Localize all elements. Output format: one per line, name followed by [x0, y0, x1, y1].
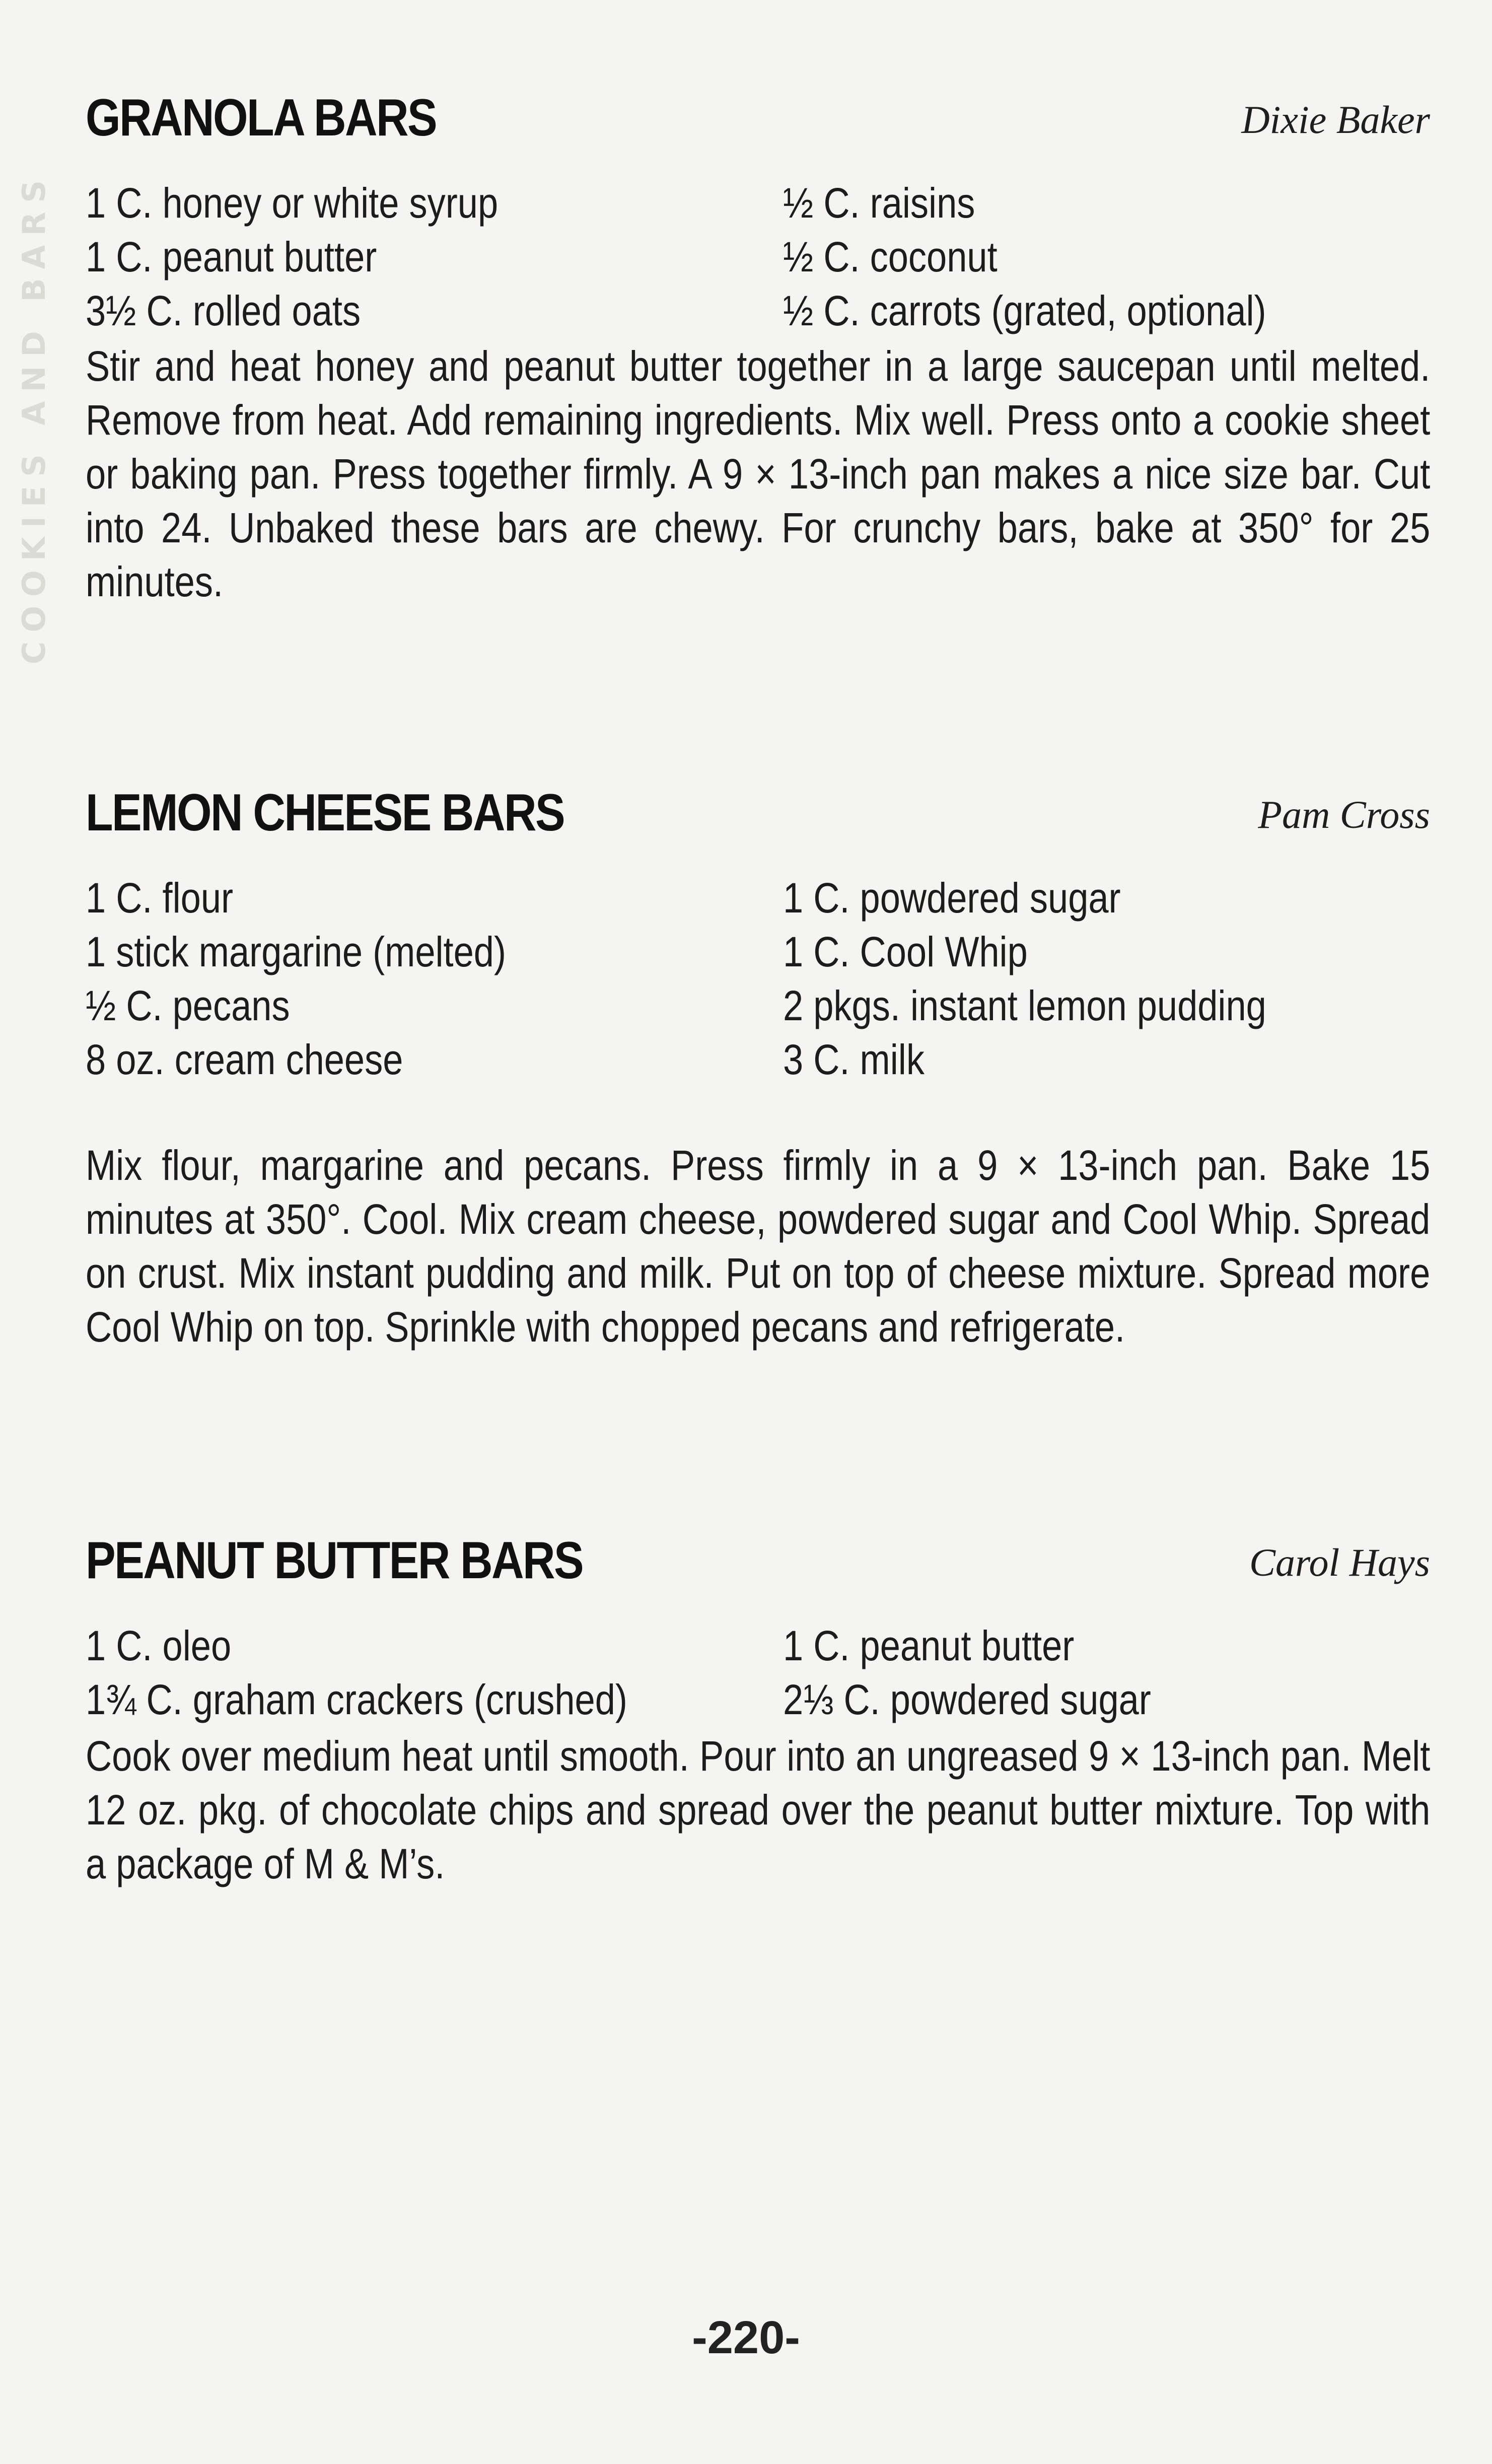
ingredient: 2⅓ C. powdered sugar: [783, 1676, 1151, 1723]
ingredient: 3 C. milk: [783, 1036, 925, 1083]
ingredient: 1 C. honey or white syrup: [86, 179, 499, 227]
section-side-tab: [11, 171, 56, 786]
ingredient: 1 stick margarine (melted): [86, 928, 507, 975]
ingredient: ½ C. raisins: [783, 179, 975, 227]
ingredient: 3½ C. rolled oats: [86, 287, 361, 334]
ingredient: 1 C. flour: [86, 874, 234, 922]
ingredient: ½ C. carrots (grated, optional): [783, 287, 1266, 334]
ingredient: 1 C. peanut butter: [86, 233, 377, 280]
recipe-directions: Mix flour, margarine and pecans. Press firmly in a 9 × 13-inch pan. Bake 15 minutes at 350°. Cool. Mix cream cheese, powdered sugar and Cool Whip. Spread on crust. Mix instant pudding and milk. Put on top of cheese mixture. Spread more Cool Whip on top. Sprinkle with chopped pecans and refrigerate.: [86, 1142, 1431, 1351]
ingredient: 1¾ C. graham crackers (crushed): [86, 1676, 627, 1723]
ingredient-list: [86, 178, 1430, 339]
ingredient: ½ C. coconut: [783, 233, 998, 280]
recipe-title: GRANOLA BARS: [86, 89, 437, 147]
recipe-peanut-butter-bars: [86, 1531, 1430, 1891]
recipe-directions: Stir and heat honey and peanut butter together in a large saucepan until melted. Remove from heat. Add remaining ingredients. Mix well. Press onto a cookie sheet or baking pan. Press together firmly. A 9 × 13-inch pan makes a nice size bar. Cut into 24. Unbaked these bars are chewy. For crunchy bars, bake at 350° for 25 minutes.: [86, 342, 1431, 605]
ingredient: 8 oz. cream cheese: [86, 1036, 403, 1083]
ingredient: 2 pkgs. instant lemon pudding: [783, 982, 1266, 1029]
recipe-granola-bars: [86, 88, 1430, 609]
recipe-title: LEMON CHEESE BARS: [86, 784, 564, 842]
ingredient-list: [86, 1621, 1430, 1728]
recipe-author: Carol Hays: [1249, 1540, 1430, 1584]
ingredient: 1 C. oleo: [86, 1622, 232, 1669]
recipe-author: Dixie Baker: [1241, 98, 1430, 142]
recipe-directions: Cook over medium heat until smooth. Pour into an ungreased 9 × 13-inch pan. Melt 12 oz. pkg. of chocolate chips and spread over the peanut butter mixture. Top with a package of M & M’s.: [86, 1732, 1431, 1887]
recipe-lemon-cheese-bars: [86, 783, 1430, 1354]
ingredient-list: [86, 873, 1430, 1088]
ingredient: 1 C. powdered sugar: [783, 874, 1121, 922]
ingredient: ½ C. pecans: [86, 982, 290, 1029]
page-number: -220-: [692, 2312, 800, 2363]
recipe-author: Pam Cross: [1258, 793, 1430, 836]
ingredient: 1 C. Cool Whip: [783, 928, 1028, 975]
recipe-title: PEANUT BUTTER BARS: [86, 1531, 583, 1590]
section-tab-label: COOKIES AND BARS: [15, 171, 52, 665]
ingredient: 1 C. peanut butter: [783, 1622, 1075, 1669]
